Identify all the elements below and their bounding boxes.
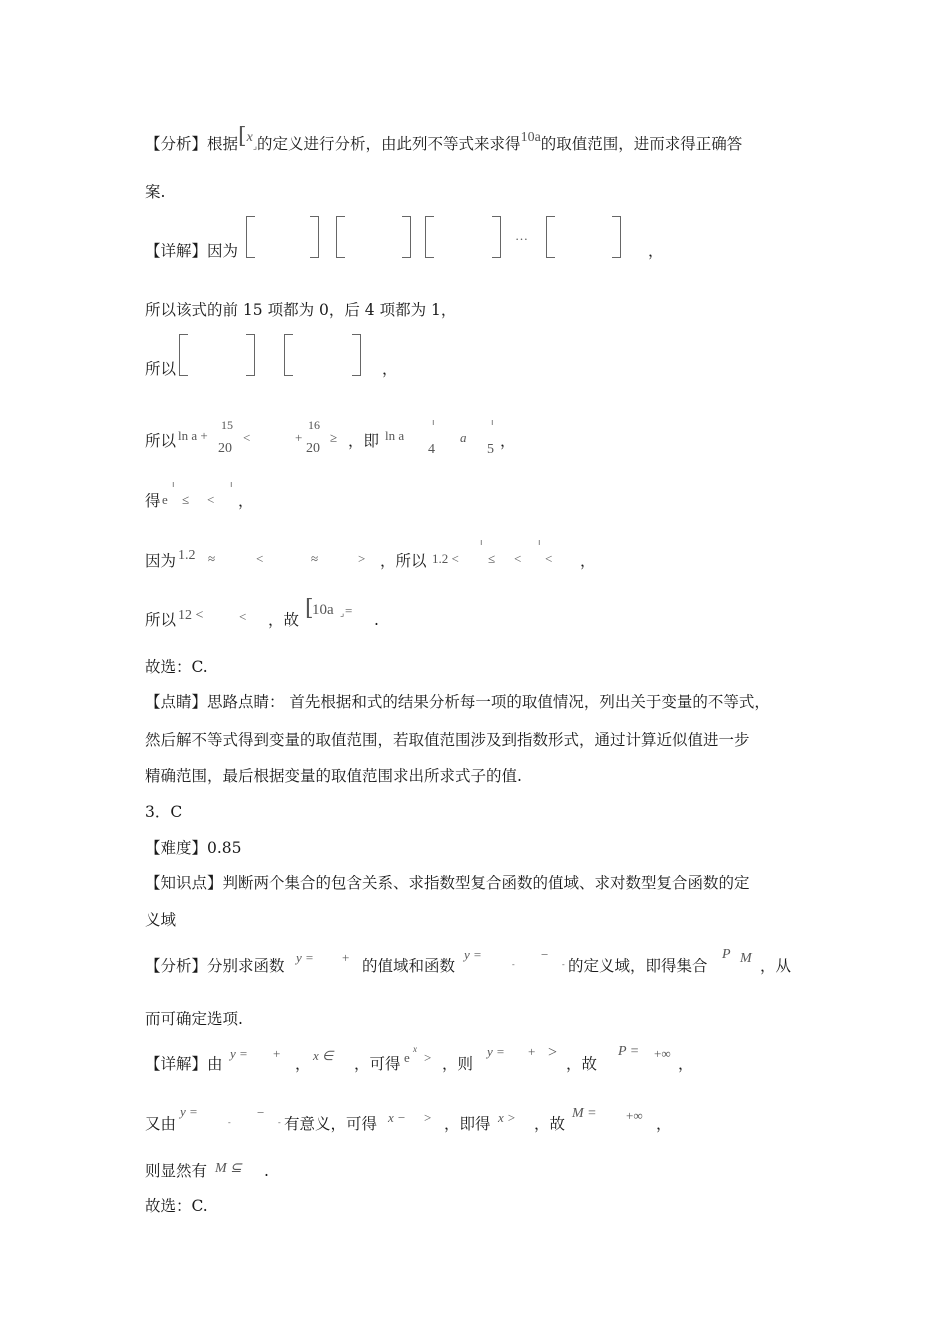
equals: = <box>345 603 353 618</box>
answer-line: 故选：C. <box>145 658 208 676</box>
bracket-2-left <box>336 216 345 258</box>
math-M-subset: M ⊆ <box>215 1161 242 1176</box>
less-than: < <box>243 430 251 445</box>
bracket-tick: ⌟ <box>340 608 345 618</box>
bracket-5-right <box>246 334 255 376</box>
minus: − <box>541 947 549 962</box>
text-segment: 有意义，可得 <box>284 1115 378 1133</box>
math-a: a <box>460 430 467 445</box>
knowledge-line-2: 义域 <box>145 911 177 929</box>
comma: ， <box>580 552 596 570</box>
bracket-4-left <box>546 216 555 258</box>
math-y-eq: y = <box>487 1044 505 1059</box>
comma: ， <box>238 492 254 510</box>
less-than: < <box>207 492 215 507</box>
text-segment: ，故 <box>268 611 300 629</box>
text-segment: 【详解】因为 <box>145 242 239 260</box>
denominator-20: 20 <box>218 441 232 456</box>
detail-line-7 <box>145 613 176 629</box>
comma: ， <box>295 1055 311 1073</box>
denominator-5: 5 <box>487 442 494 457</box>
bracket-4-right <box>612 216 621 258</box>
bracket-left: [ <box>305 596 314 621</box>
analysis2-line-2: 而可确定选项. <box>145 1010 243 1028</box>
less-than: < <box>239 609 247 624</box>
text-segment: 的值域和函数 <box>362 957 456 975</box>
text-segment: ，即得 <box>444 1115 491 1133</box>
detail-line-3 <box>145 362 176 378</box>
text-segment: ，从 <box>760 957 792 975</box>
less-than: < <box>514 551 522 566</box>
less-equal: ≤ <box>182 492 190 507</box>
text-segment: 的取值范围，进而求得正确答 <box>540 135 743 153</box>
bracket-5-left <box>179 334 188 376</box>
small-dot: - <box>278 1118 281 1127</box>
denominator-20: 20 <box>306 441 320 456</box>
text-segment: 则显然有 <box>145 1162 208 1180</box>
tick: ı <box>432 418 435 428</box>
comma: ， <box>500 432 516 450</box>
plus: + <box>342 950 350 965</box>
less-equal: ≤ <box>488 551 496 566</box>
bracket-1-right <box>310 216 319 258</box>
text-segment: 【详解】由 <box>145 1055 223 1073</box>
knowledge-line-1: 【知识点】判断两个集合的包含关系、求指数型复合函数的值域、求对数型复合函数的定 <box>145 874 750 892</box>
math-plus-infinity: +∞ <box>626 1108 643 1123</box>
detail2-line-3 <box>145 1164 207 1180</box>
text-segment: 得 <box>145 492 161 510</box>
math-sup-x: x <box>413 1044 417 1054</box>
greater-equal: ≥ <box>330 430 338 445</box>
analysis-line-2: 案. <box>145 183 166 201</box>
less-than: < <box>545 551 553 566</box>
text-segment: ，即 <box>348 432 380 450</box>
plus: + <box>295 430 303 445</box>
math-P: P <box>722 947 731 962</box>
math-12-lt: 12 < <box>178 608 204 623</box>
analysis2-line-1 <box>145 959 285 975</box>
text-segment: 所以 <box>145 360 177 378</box>
less-than: < <box>256 551 264 566</box>
bracket-2-right <box>402 216 411 258</box>
difficulty-line: 【难度】0.85 <box>145 839 242 857</box>
plus: + <box>273 1046 281 1061</box>
small-dot: - <box>228 1118 231 1127</box>
text-segment: 所以 <box>145 611 177 629</box>
text-segment: 的定义域，即得集合 <box>568 957 708 975</box>
remark-line-1: 【点睛】思路点睛： 首先根据和式的结果分析每一项的取值情况，列出关于变量的不等式， <box>145 693 770 711</box>
math-10a: 10a <box>520 130 541 145</box>
detail-line-1 <box>145 244 238 260</box>
approx: ≈ <box>208 551 216 566</box>
bracket-6-left <box>284 334 293 376</box>
comma: ， <box>656 1115 672 1133</box>
greater-than: > <box>424 1050 432 1065</box>
detail-line-5 <box>145 494 161 510</box>
ellipsis: … <box>515 228 528 243</box>
math-M-eq: M = <box>572 1106 597 1121</box>
text-segment: ，可得 <box>354 1055 401 1073</box>
math-P-eq: P = <box>618 1044 640 1059</box>
denominator-4: 4 <box>428 442 435 457</box>
period: . <box>374 611 379 629</box>
math-M: M <box>740 951 752 966</box>
math-y-eq: y = <box>180 1104 198 1119</box>
text-segment: 【分析】根据 <box>145 135 239 153</box>
math-x-minus: x − <box>388 1110 406 1125</box>
small-dot: - <box>512 960 515 969</box>
math-plus-infinity: +∞ <box>654 1046 671 1061</box>
tick: ı <box>172 480 175 490</box>
math-1-2-lt: 1.2 < <box>432 551 459 566</box>
tick: ı <box>480 538 483 548</box>
text-segment: 所以 <box>145 432 177 450</box>
tick: ı <box>491 418 494 428</box>
bracket-6-right <box>352 334 361 376</box>
math-e: e <box>404 1050 410 1065</box>
bracket-left: [ <box>238 124 247 149</box>
math-1-2: 1.2 <box>178 548 196 563</box>
tick: ı <box>538 538 541 548</box>
detail2-line-2 <box>145 1117 176 1133</box>
bracket-tick: ⌟ <box>252 141 258 151</box>
math-x-gt: x > <box>498 1110 516 1125</box>
math-y-eq: y = <box>230 1046 248 1061</box>
comma: ， <box>382 360 398 378</box>
text-segment: ，则 <box>442 1055 474 1073</box>
greater-than: > <box>358 551 366 566</box>
math-x: x <box>246 130 253 145</box>
text-segment: ，故 <box>534 1115 566 1133</box>
detail-line-4 <box>145 434 176 450</box>
numerator-16: 16 <box>308 418 320 432</box>
approx: ≈ <box>311 551 319 566</box>
greater-than: > <box>424 1110 432 1125</box>
greater-than: > <box>548 1044 558 1061</box>
tick: ı <box>230 480 233 490</box>
period: . <box>264 1162 269 1180</box>
math-ln-a: ln a + <box>178 428 208 443</box>
math-x-in: x ∈ <box>313 1048 334 1063</box>
text-segment: 因为 <box>145 552 177 570</box>
small-dot: - <box>562 960 565 969</box>
remark-line-3: 精确范围，最后根据变量的取值范围求出所求式子的值. <box>145 767 522 785</box>
comma: ， <box>678 1055 694 1073</box>
plus: + <box>528 1044 536 1059</box>
comma: ， <box>648 242 664 260</box>
math-10a: 10a <box>312 602 334 618</box>
text-segment: 【分析】分别求函数 <box>145 957 285 975</box>
question-number: 3．C <box>145 803 183 821</box>
remark-line-2: 然后解不等式得到变量的取值范围，若取值范围涉及到指数形式，通过计算近似值进一步 <box>145 731 750 749</box>
math-e: e <box>162 492 168 507</box>
math-ln-a: ln a <box>385 428 405 443</box>
analysis-line-1 <box>145 124 743 154</box>
text-segment: 又由 <box>145 1115 177 1133</box>
text-segment: ，所以 <box>380 552 427 570</box>
bracket-3-left <box>425 216 434 258</box>
detail2-line-1 <box>145 1057 223 1073</box>
text-segment: 的定义进行分析，由此列不等式来求得 <box>257 135 521 153</box>
minus: − <box>257 1105 265 1120</box>
bracket-3-right <box>492 216 501 258</box>
text-segment: ，故 <box>566 1055 598 1073</box>
detail-line-6 <box>145 554 176 570</box>
numerator-15: 15 <box>221 418 233 432</box>
math-y-eq: y = <box>464 947 482 962</box>
detail-line-2: 所以该式的前 15 项都为 0，后 4 项都为 1， <box>145 301 457 319</box>
bracket-1-left <box>246 216 255 258</box>
answer-line-2: 故选：C. <box>145 1197 208 1215</box>
math-y-eq: y = <box>296 950 314 965</box>
